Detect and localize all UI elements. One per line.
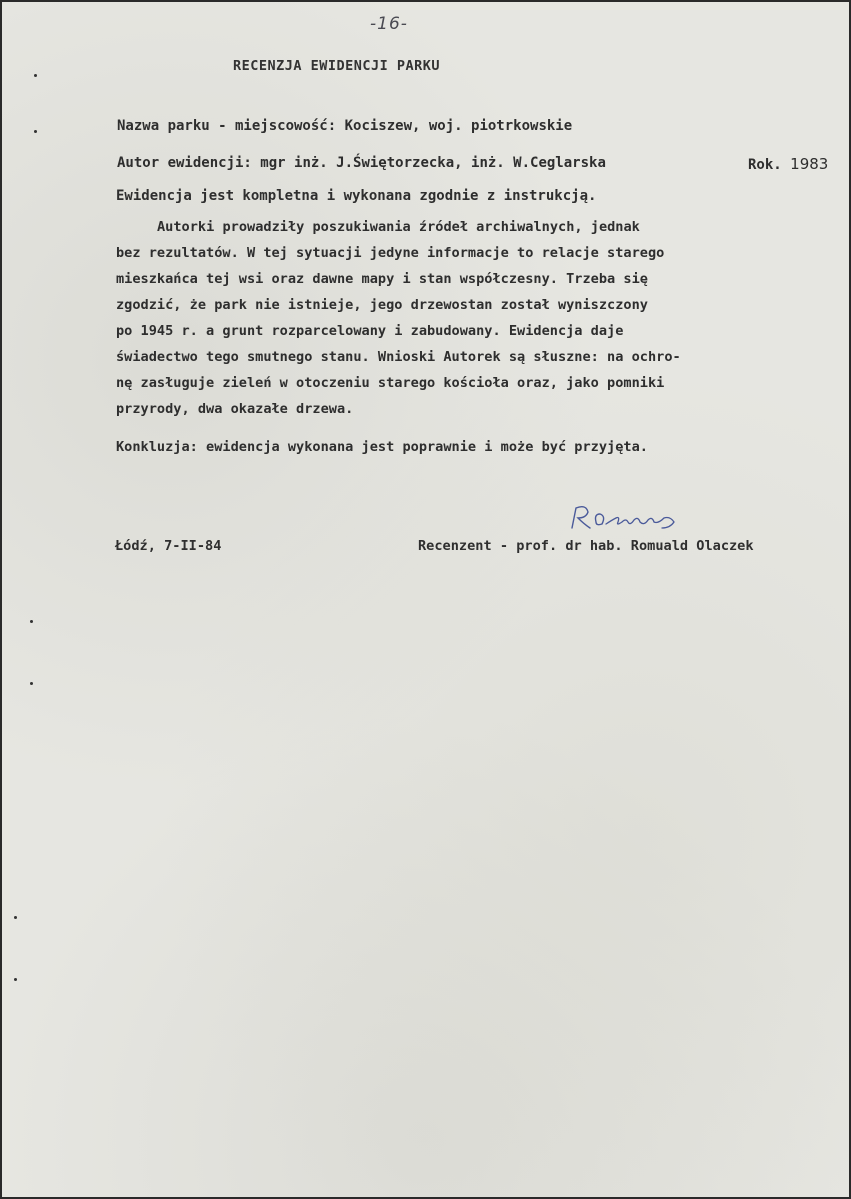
paragraph-line: świadectwo tego smutnego stanu. Wnioski Autorek są słuszne: na ochro- [116, 349, 681, 365]
author-line [117, 155, 606, 171]
paragraph-line: po 1945 r. a grunt rozparcelowany i zabudowany. Ewidencja daje [116, 323, 624, 339]
park-name-label: Nazwa parku - miejscowość: [117, 118, 337, 134]
reviewer-line: Recenzent - prof. dr hab. Romuald Olaczek [418, 538, 754, 554]
park-name-line [117, 118, 572, 134]
year-line [748, 155, 828, 173]
paragraph-line: przyrody, dwa okazałe drzewa. [116, 401, 354, 417]
completeness-line: Ewidencja jest kompletna i wykonana zgodnie z instrukcją. [116, 188, 597, 204]
document-title: RECENZJA EWIDENCJI PARKU [233, 58, 441, 74]
paragraph-line: zgodzić, że park nie istnieje, jego drzewostan został wyniszczony [116, 297, 648, 313]
conclusion-line: Konkluzja: ewidencja wykonana jest poprawnie i może być przyjęta. [116, 439, 648, 455]
author-label: Autor ewidencji: [117, 155, 252, 171]
page-number: -16- [370, 14, 408, 34]
punch-mark [34, 130, 37, 133]
paragraph-line: nę zasługuje zieleń w otoczeniu starego kościoła oraz, jako pomniki [116, 375, 665, 391]
park-name-value: Kociszew, woj. piotrkowskie [344, 118, 573, 134]
paragraph-line: bez rezultatów. W tej sytuacji jedyne informacje to relacje starego [116, 245, 665, 261]
place-and-date: Łódź, 7-II-84 [115, 538, 222, 554]
punch-mark [30, 682, 33, 685]
punch-mark [14, 978, 17, 981]
punch-mark [30, 620, 33, 623]
year-label: Rok. [748, 157, 782, 173]
punch-mark [14, 916, 17, 919]
year-value: 1983 [790, 155, 829, 173]
punch-mark [34, 74, 37, 77]
handwritten-signature [566, 500, 686, 536]
paragraph-line: Autorki prowadziły poszukiwania źródeł archiwalnych, jednak [157, 219, 640, 235]
paragraph-line: mieszkańca tej wsi oraz dawne mapy i stan współczesny. Trzeba się [116, 271, 648, 287]
author-value: mgr inż. J.Świętorzecka, inż. W.Ceglarska [260, 155, 606, 171]
